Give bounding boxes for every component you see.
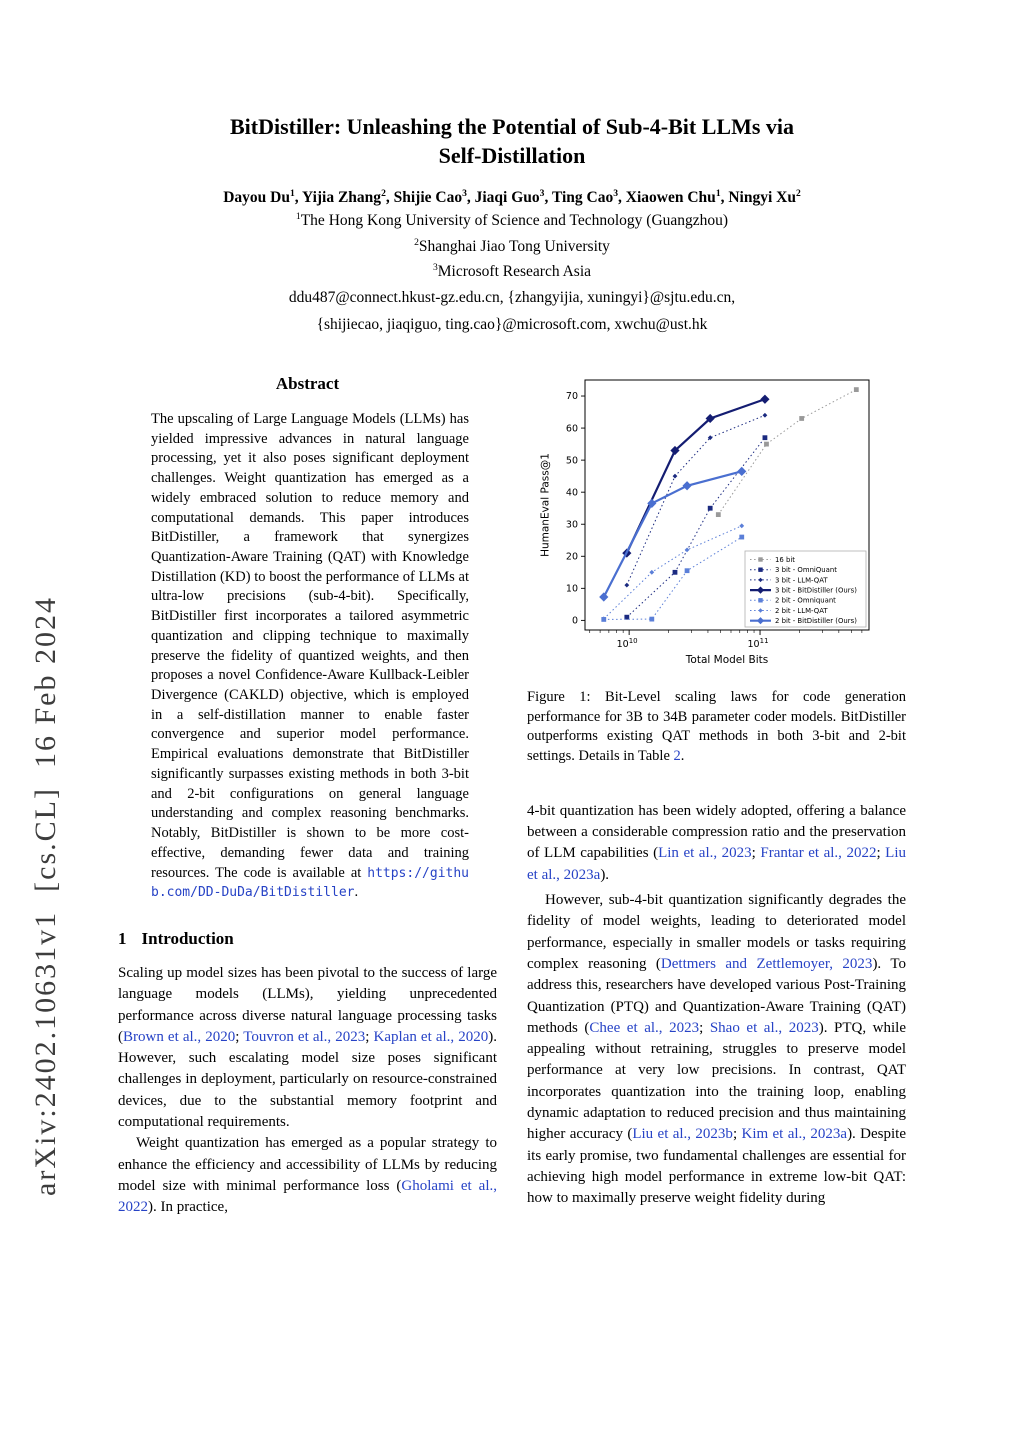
text-segment: , Shijie Cao: [385, 189, 463, 207]
intro-paragraph-1: [118, 963, 497, 1133]
affiliation-line-3: [118, 261, 906, 283]
text-segment: , Ningyi Xu: [720, 189, 796, 207]
svg-text:20: 20: [565, 551, 578, 563]
citation-link[interactable]: Brown et al., 2020: [123, 1028, 236, 1045]
text-segment: ). Despite its early promise, two fundamental challenges are essential for achieving high model performance in extreme low-bit QAT: how to maximally preserve weight fidelity during: [527, 1126, 906, 1207]
left-column: [118, 374, 497, 1219]
superscript: 2: [414, 236, 419, 248]
text-segment: .: [354, 884, 359, 901]
text-segment: Figure 1: Bit-Level scaling laws for code generation performance for 3B to 34B parameter coder models. BitDistiller outperforms existing QAT methods in both 3-bit and 2-bit settings. Details in Table: [527, 688, 906, 765]
citation-link[interactable]: 2: [673, 748, 681, 765]
text-segment: ;: [235, 1028, 244, 1045]
affiliation-line-2: [118, 236, 906, 258]
superscript: 3: [432, 261, 438, 273]
right-paragraph-2: [527, 890, 906, 1209]
citation-link[interactable]: Gholami et al., 2022: [118, 1177, 497, 1216]
svg-text:1010: $10^{10}$: [616, 636, 638, 650]
svg-text:3 bit - LLM-QAT: 3 bit - LLM-QAT: [775, 576, 828, 585]
superscript: 2: [795, 187, 801, 199]
superscript: 3: [462, 187, 467, 199]
right-column: [527, 374, 906, 1219]
paper-title-line1: BitDistiller: Unleashing the Potential of Sub-4-Bit LLMs via: [229, 114, 795, 139]
text-segment: Shanghai Jiao Tong University: [418, 237, 610, 255]
svg-text:2 bit - Omniquant: 2 bit - Omniquant: [775, 596, 836, 605]
text-segment: 4-bit quantization has been widely adopted, offering a balance between a considerable compression ratio and the preservation of LLM capabilities (: [527, 802, 906, 862]
svg-text:2 bit - BitDistiller (Ours): 2 bit - BitDistiller (Ours): [775, 617, 857, 626]
figure-1: [537, 374, 906, 670]
citation-link[interactable]: Dettmers and Zettlemoyer, 2023: [660, 955, 873, 972]
text-segment: ;: [365, 1028, 374, 1045]
email-line-2: {shijiecao, jiaqiguo, ting.cao}@microsoft.com, xwchu@ust.hk: [316, 315, 708, 333]
text-segment: ;: [751, 845, 761, 862]
figure-1-chart: [537, 374, 879, 670]
text-segment: Weight quantization has emerged as a popular strategy to enhance the efficiency and accessibility of LLMs by reducing model size with minimal performance loss (: [118, 1135, 497, 1194]
right-paragraph-1: [527, 801, 906, 886]
svg-text:60: 60: [565, 423, 578, 435]
abstract-heading: Abstract: [275, 373, 340, 393]
text-segment: However, sub-4-bit quantization significantly degrades the fidelity of model weights, leading to deteriorated model performance, especially in smaller models or tasks requiring complex reasoning (: [527, 892, 906, 972]
superscript: 3: [613, 187, 619, 199]
citation-link[interactable]: Touvron et al., 2023: [243, 1028, 366, 1045]
text-segment: ).: [600, 866, 610, 883]
svg-text:3 bit - OmniQuant: 3 bit - OmniQuant: [775, 566, 837, 575]
text-segment: .: [680, 748, 685, 765]
paper-title: [118, 112, 906, 170]
citation-link[interactable]: Liu et al., 2023b: [632, 1126, 733, 1143]
text-segment: ;: [732, 1126, 742, 1143]
superscript: 3: [539, 187, 545, 199]
superscript: 1: [289, 187, 295, 199]
text-segment: ). In practice,: [148, 1199, 228, 1216]
intro-paragraph-2: [118, 1133, 497, 1218]
section-number: 1: [118, 928, 127, 948]
superscript: 1: [715, 187, 721, 199]
authors-line: [118, 189, 906, 207]
svg-text:40: 40: [565, 487, 578, 499]
section-heading-introduction: [118, 929, 497, 949]
text-segment: The upscaling of Large Language Models (LLMs) has yielded impressive advances in natural language processing, yet it also poses significant deployment challenges. Weight quantization has emerged as a widely embraced solution to reduce memory and computational demands. This paper introduces BitDistiller, a framework that synergizes Quantization-Aware Training (QAT) with Knowledge Distillation (KD) to boost the performance of LLMs at ultra-low precisions (sub-4-bit). Specifically, BitDistiller first incorporates a tailored asymmetric quantization and clipping technique to maximally preserve the fidelity of quantized weights, and then proposes a novel Confidence-Aware Kullback-Leibler Divergence (CAKLD) objective, which is employed in a self-distillation manner to enable faster convergence and superior model performance. Empirical evaluations demonstrate that BitDistiller significantly surpasses existing methods in both 3-bit and 2-bit configurations on general language understanding and complex reasoning benchmarks. Notably, BitDistiller is shown to be more cost-effective, demanding fewer data and training resources. The code is available at: [151, 410, 469, 881]
affiliation-line-1: [118, 210, 906, 232]
citation-link[interactable]: Kim et al., 2023a: [741, 1126, 848, 1143]
svg-text:HumanEval Pass@1: HumanEval Pass@1: [539, 453, 552, 557]
svg-text:0: 0: [571, 615, 578, 627]
svg-text:16 bit: 16 bit: [775, 555, 795, 564]
svg-text:1011: $10^{11}$: [747, 636, 769, 650]
svg-text:Total Model Bits: Total Model Bits: [685, 653, 769, 666]
text-segment: , Jiaqi Guo: [466, 189, 540, 207]
citation-link[interactable]: Frantar et al., 2022: [760, 845, 877, 862]
svg-text:3 bit - BitDistiller (Ours): 3 bit - BitDistiller (Ours): [775, 586, 857, 595]
paper-title-line2: Self-Distillation: [438, 143, 586, 169]
text-segment: ). To address this, researchers have developed various Post-Training Quantization (PTQ) and Quantization-Aware Training (QAT) methods (: [527, 955, 907, 1036]
citation-link[interactable]: Liu et al., 2023a: [527, 845, 906, 883]
text-segment: ). PTQ, while appealing without retraining, struggles to preserve model performance at very low precisions. In contrast, QAT incorporates quantization into the training loop, enabling dynamic adaptation to reduced precision and thus maintaining higher accuracy (: [527, 1019, 906, 1143]
superscript: 2: [381, 187, 386, 199]
text-segment: The Hong Kong University of Science and Technology (Guangzhou): [300, 212, 729, 230]
text-segment: ;: [876, 845, 886, 862]
text-segment: , Xiaowen Chu: [618, 189, 716, 207]
svg-text:2 bit - LLM-QAT: 2 bit - LLM-QAT: [775, 606, 828, 615]
email-line-1: ddu487@connect.hkust-gz.edu.cn, {zhangyijia, xuningyi}@sjtu.edu.cn,: [288, 289, 736, 307]
citation-link[interactable]: Chee et al., 2023: [589, 1019, 700, 1036]
text-segment: ;: [699, 1019, 710, 1036]
text-segment: ). However, such escalating model size poses significant challenges in deployment, particularly on resource-constrained devices, due to the substantial memory footprint and computational requirements.: [118, 1028, 498, 1131]
citation-link[interactable]: Shao et al., 2023: [709, 1019, 819, 1036]
text-segment: , Yijia Zhang: [294, 189, 382, 207]
code-url-link[interactable]: https://github.com/DD-DuDa/BitDistiller: [151, 865, 469, 901]
text-segment: Microsoft Research Asia: [437, 263, 592, 280]
text-segment: , Ting Cao: [544, 189, 614, 207]
svg-text:10: 10: [565, 583, 578, 595]
arxiv-watermark: arXiv:2402.10631v1 [cs.CL] 16 Feb 2024: [29, 596, 62, 1196]
figure-1-caption: [527, 688, 906, 767]
svg-text:30: 30: [565, 519, 578, 531]
section-title: Introduction: [141, 928, 234, 948]
text-segment: Dayou Du: [223, 189, 290, 207]
paper-page: [118, 112, 906, 1219]
citation-link[interactable]: Lin et al., 2023: [658, 845, 752, 862]
superscript: 1: [295, 210, 301, 222]
citation-link[interactable]: Kaplan et al., 2020: [373, 1028, 489, 1045]
svg-text:50: 50: [565, 455, 578, 467]
abstract-text: [151, 410, 469, 903]
svg-text:70: 70: [565, 391, 578, 403]
text-segment: Scaling up model sizes has been pivotal to the success of large language models (LLMs), yielding unprecedented performance across diverse natural language processing tasks (: [118, 964, 497, 1045]
